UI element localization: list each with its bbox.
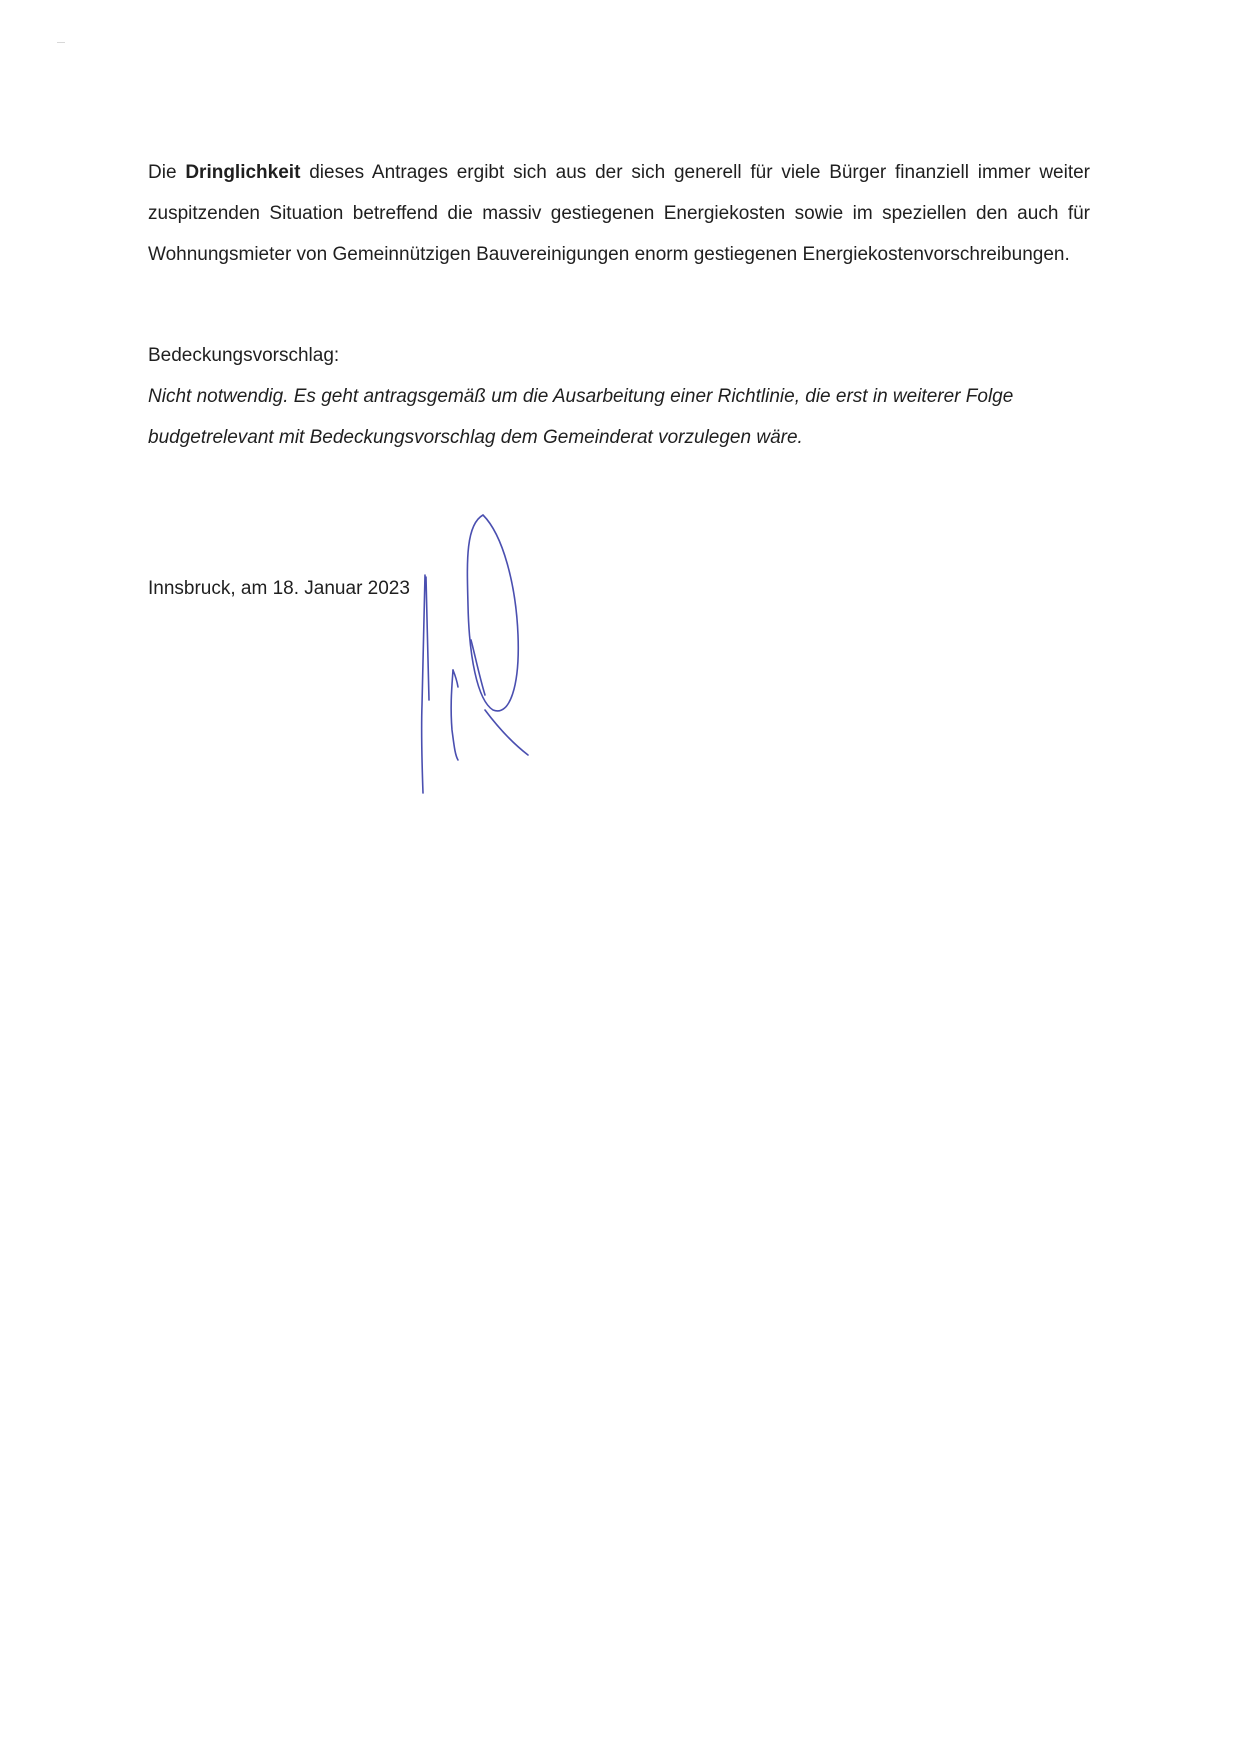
urgency-emphasis: Dringlichkeit xyxy=(185,162,301,183)
urgency-text: dieses Antrages ergibt sich aus der sich generell für viele Bürger finanziell immer weiter zuspitzenden Situation betreffend die massiv gestiegenen Energiekosten sowie im speziellen den auch für Wohnungsmieter von Gemeinnützigen Bauvereinigungen enorm gestiegenen Energiekostenvorschreibungen. xyxy=(148,162,1091,265)
urgency-lead: Die xyxy=(148,162,177,183)
urgency-paragraph xyxy=(148,152,1090,275)
place-date: Innsbruck, am 18. Januar 2023 xyxy=(148,578,410,599)
document-body xyxy=(148,152,1090,458)
coverage-label: Bedeckungsvorschlag: xyxy=(148,345,340,366)
scan-artifact xyxy=(57,42,65,43)
handwritten-signature xyxy=(405,505,555,805)
coverage-text: Nicht notwendig. Es geht antragsgemäß um die Ausarbeitung einer Richtlinie, die erst in weiterer Folge budgetrelevant mit Bedeckungsvorschlag dem Gemeinderat vorzulegen wäre. xyxy=(148,386,1014,448)
